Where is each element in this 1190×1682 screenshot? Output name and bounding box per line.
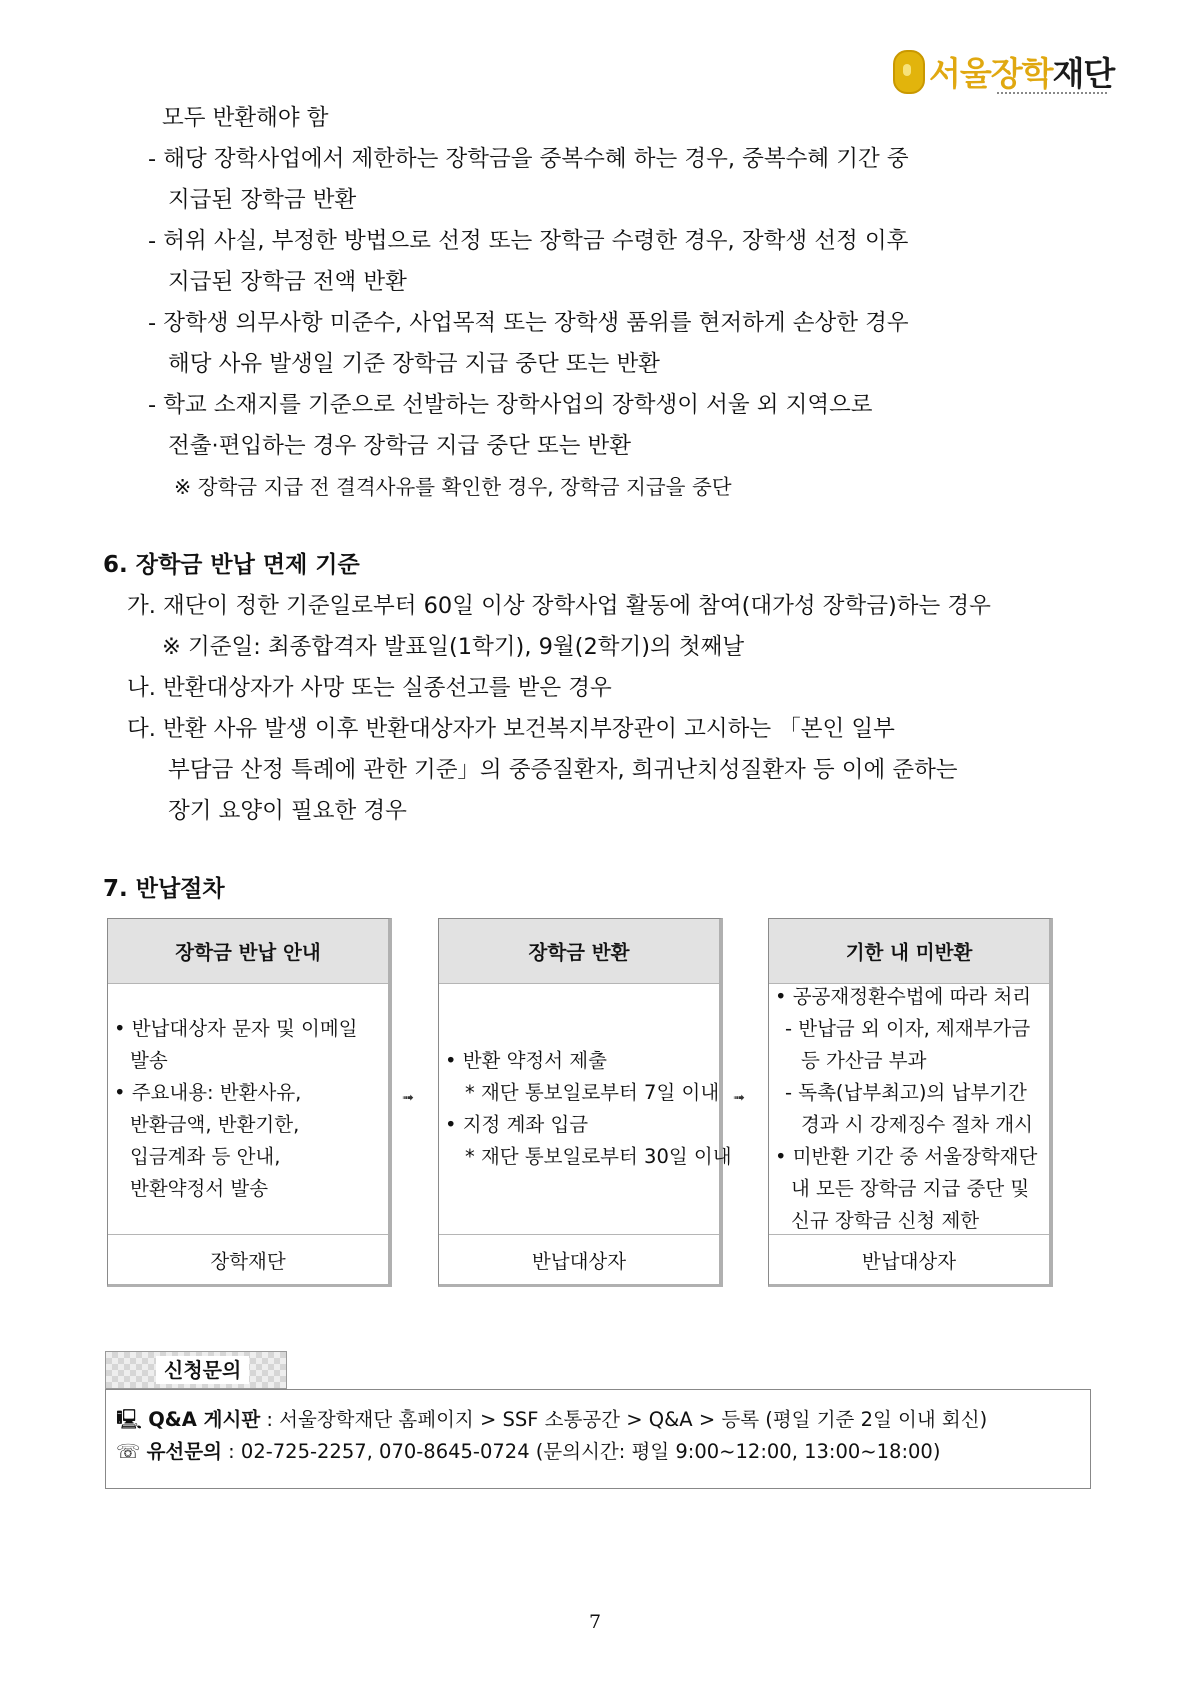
box-footer: 장학재단 (108, 1234, 388, 1284)
item-a: 가. 재단이 정한 기준일로부터 60일 이상 장학사업 활동에 참여(대가성 장학금)하는 경우 (127, 593, 991, 619)
phone-text: : 02-725-2257, 070-8645-0724 (문의시간: 평일 9:00~12:00, 13:00~18:00) (228, 1440, 941, 1463)
right-arrow-icon: ➟ (733, 1090, 743, 1106)
text-line: 해당 사유 발생일 기준 장학금 지급 중단 또는 반환 (168, 351, 660, 377)
item-c-cont: 부담금 산정 특례에 관한 기준」의 중증질환자, 희귀난치성질환자 등 이에 준하는 (168, 757, 958, 783)
box-line: 등 가산금 부과 (801, 1049, 927, 1072)
box-line: * 재단 통보일로부터 7일 이내 (465, 1081, 720, 1104)
text-line: 지급된 장학금 반환 (168, 187, 357, 213)
box-line: • 지정 계좌 입금 (445, 1113, 589, 1136)
box-body (775, 983, 1045, 1235)
logo-subtitle-line (997, 92, 1107, 97)
box-line: • 반환 약정서 제출 (445, 1049, 607, 1072)
computer-icon: 🖳 (116, 1408, 143, 1431)
text-line: - 학교 소재지를 기준으로 선발하는 장학사업의 장학생이 서울 외 지역으로 (148, 392, 873, 418)
page-number: 7 (588, 1611, 602, 1633)
box-line: - 독촉(납부최고)의 납부기간 (785, 1081, 1027, 1104)
process-box-notice (107, 918, 392, 1287)
box-line: • 주요내용: 반환사유, (114, 1081, 302, 1104)
qa-label: Q&A 게시판 (148, 1408, 261, 1431)
inquiry-tab-label: 신청문의 (156, 1356, 249, 1384)
box-line: • 반납대상자 문자 및 이메일 (114, 1017, 358, 1040)
section-6-heading: 6. 장학금 반납 면제 기준 (103, 552, 360, 578)
logo-name: 서울장학재단 (929, 54, 1115, 93)
item-b: 나. 반환대상자가 사망 또는 실종선고를 받은 경우 (127, 675, 612, 701)
box-footer: 반납대상자 (439, 1234, 719, 1284)
box-header: 장학금 반납 안내 (108, 919, 388, 984)
text-line: 모두 반환해야 함 (162, 105, 329, 131)
text-line: 전출·편입하는 경우 장학금 지급 중단 또는 반환 (168, 433, 632, 459)
box-line: 입금계좌 등 안내, (130, 1145, 281, 1168)
box-body (445, 983, 732, 1235)
item-a-note: ※ 기준일: 최종합격자 발표일(1학기), 9월(2학기)의 첫째날 (162, 634, 745, 660)
box-line: 경과 시 강제징수 절차 개시 (801, 1113, 1034, 1136)
process-box-overdue (768, 918, 1053, 1287)
text-line: - 해당 장학사업에서 제한하는 장학금을 중복수혜 하는 경우, 중복수혜 기간 중 (148, 146, 909, 172)
note-line: ※ 장학금 지급 전 결격사유를 확인한 경우, 장학금 지급을 중단 (174, 475, 732, 499)
box-line: * 재단 통보일로부터 30일 이내 (465, 1145, 732, 1168)
box-body (114, 983, 384, 1235)
foundation-logo (893, 48, 1113, 104)
phone-label: 유선문의 (146, 1440, 222, 1463)
box-line: 반환금액, 반환기한, (130, 1113, 300, 1136)
box-header: 기한 내 미반환 (769, 919, 1049, 984)
box-header: 장학금 반환 (439, 919, 719, 984)
box-line: • 미반환 기간 중 서울장학재단 (775, 1145, 1038, 1168)
box-line: 신규 장학금 신청 제한 (791, 1209, 980, 1232)
inquiry-phone-line (116, 1436, 940, 1464)
box-line: - 반납금 외 이자, 제재부가금 (785, 1017, 1031, 1040)
inquiry-tab (105, 1351, 287, 1389)
inquiry-box (105, 1389, 1091, 1489)
right-arrow-icon: ➟ (402, 1090, 412, 1106)
box-line: 반환약정서 발송 (130, 1177, 269, 1200)
item-c-cont: 장기 요양이 필요한 경우 (168, 798, 407, 824)
text-line: - 허위 사실, 부정한 방법으로 선정 또는 장학금 수령한 경우, 장학생 선정 이후 (148, 228, 909, 254)
box-footer: 반납대상자 (769, 1234, 1049, 1284)
box-line: 발송 (130, 1049, 168, 1072)
box-line: • 공공재정환수법에 따라 처리 (775, 985, 1032, 1008)
inquiry-qa-line (116, 1404, 987, 1439)
qa-text: : 서울장학재단 홈페이지 > SSF 소통공간 > Q&A > 등록 (평일 기준 2일 이내 회신) (266, 1408, 988, 1431)
section-7-heading: 7. 반납절차 (103, 876, 225, 902)
text-line: - 장학생 의무사항 미준수, 사업목적 또는 장학생 품위를 현저하게 손상한 경우 (148, 310, 909, 336)
item-c: 다. 반환 사유 발생 이후 반환대상자가 보건복지부장관이 고시하는 「본인 일부 (127, 716, 895, 742)
process-box-repayment (438, 918, 732, 1287)
logo-seal-icon (893, 50, 925, 94)
box-line: 내 모든 장학금 지급 중단 및 (791, 1177, 1030, 1200)
text-line: 지급된 장학금 전액 반환 (168, 269, 407, 295)
phone-icon: ☏ (116, 1440, 141, 1463)
